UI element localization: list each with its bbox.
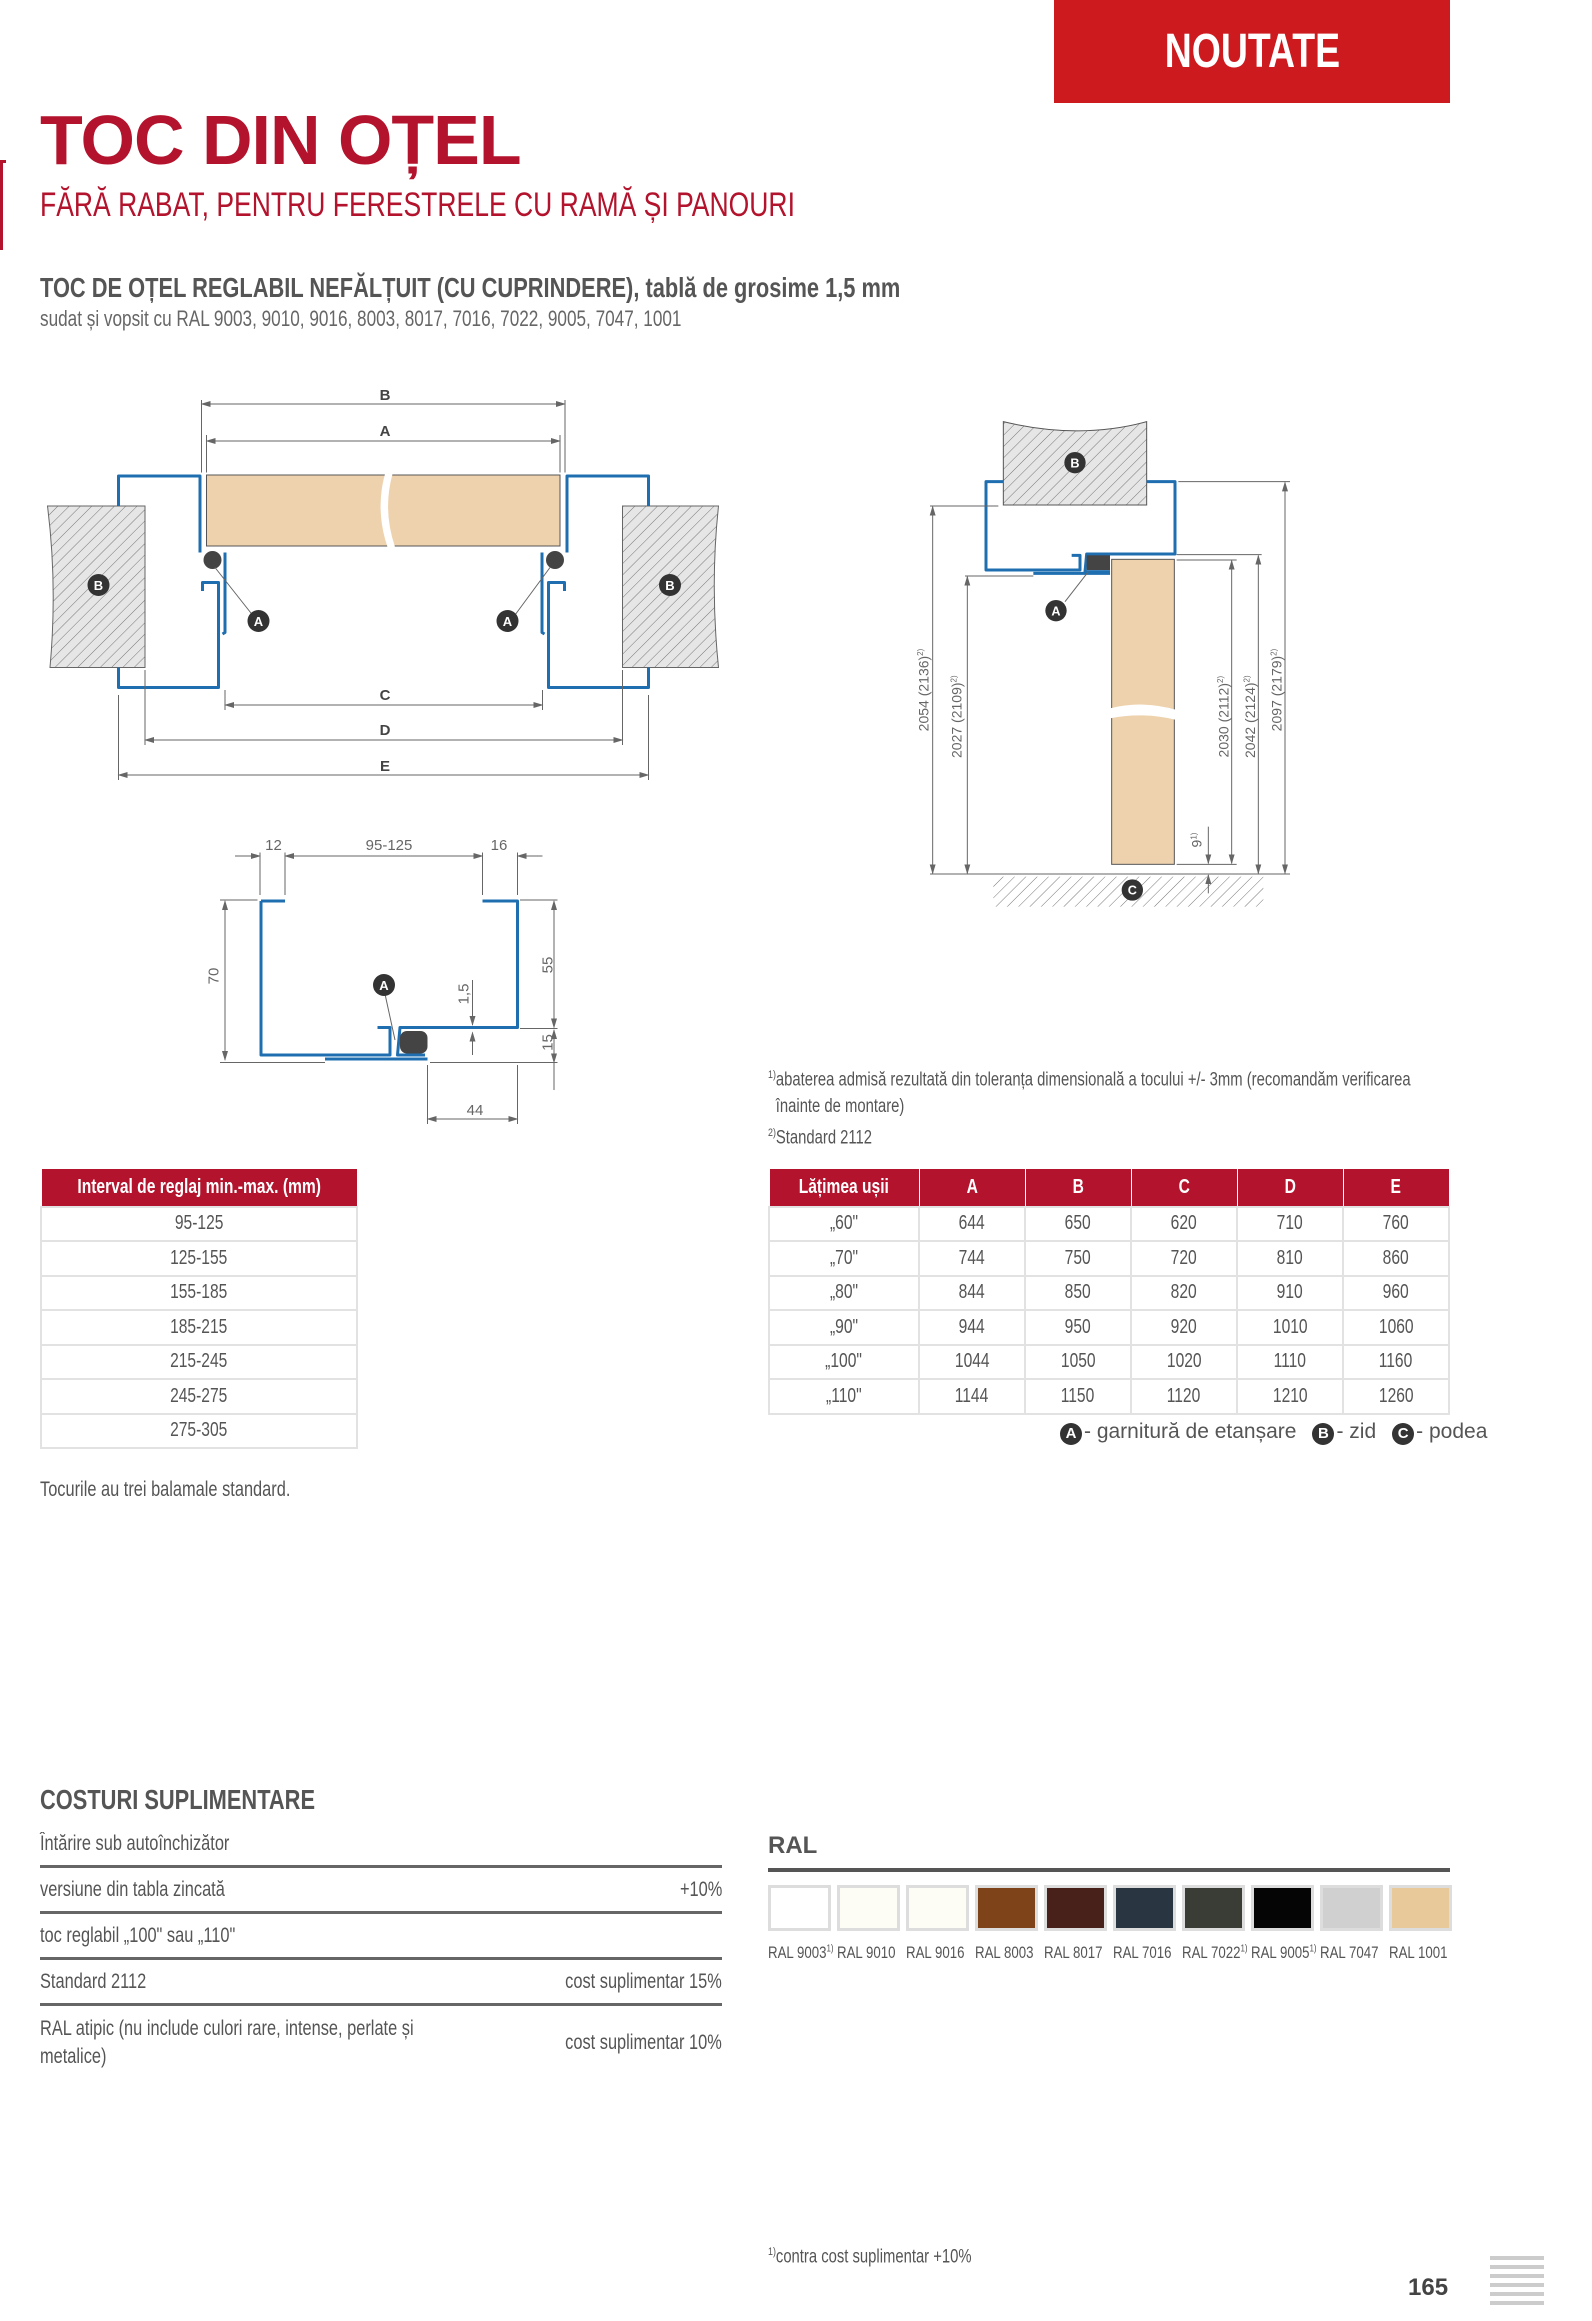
table-cell: 710: [1237, 1207, 1343, 1242]
table-row: [769, 1345, 1449, 1380]
marker-b-left: B: [93, 578, 104, 593]
marker-c-section: C: [1127, 883, 1137, 898]
table-row: 215-245: [41, 1345, 357, 1380]
swatch-label: RAL 7016: [1113, 1943, 1172, 1962]
marker-a-left: A: [253, 614, 264, 629]
table-cell: „60": [769, 1207, 919, 1242]
table-cell: 1260: [1343, 1379, 1449, 1414]
table-cell: 744: [919, 1241, 1025, 1276]
table-cell: „100": [769, 1345, 919, 1380]
table-cell: 1044: [919, 1345, 1025, 1380]
dim-70: 70: [205, 967, 223, 985]
marker-icons: [88, 574, 682, 996]
dim-2054: 2054 $(2136)^{2)}$: [915, 648, 932, 732]
ral-swatches: [768, 1885, 1452, 1963]
footnote: $^{1)}$contra cost suplimentar +10%: [768, 2246, 972, 2268]
ral-swatch: [1251, 1885, 1317, 1963]
legend-a: A - garnitură de etanșare: [1060, 1420, 1296, 1445]
page-number: 165: [1408, 2274, 1449, 2301]
table-cell: 750: [1025, 1241, 1131, 1276]
table-cell: 944: [919, 1310, 1025, 1345]
color-chip: [1044, 1885, 1107, 1931]
dim-2027: 2027 $(2109)^{2)}$: [948, 675, 965, 758]
dim-label-e: E: [379, 758, 391, 775]
seal-profile: [400, 1031, 428, 1054]
table-row: [769, 1276, 1449, 1311]
dim-1-5: 1,5: [455, 983, 473, 1005]
dimensions-table: Lățimea ușii A B C D E „60" 644 650 620 710 760 „70" 744 750 720 810 860 „80" 844 850 820 910 960 „90" 944 950 920 1010 1060 „100" 1044 1050 1020 1110 1160 „110" 1144 1150 1120 1210 1260: [768, 1168, 1450, 1415]
seal-right: [546, 551, 564, 569]
table-row: 275-305: [41, 1414, 357, 1449]
dim-label-a: A: [379, 423, 391, 440]
costs-heading: COSTURI SUPLIMENTARE: [40, 1784, 316, 1815]
color-chip: [1251, 1885, 1314, 1931]
table-cell: 1010: [1237, 1310, 1343, 1345]
table-row: 95-125: [41, 1207, 357, 1242]
table-cell: 650: [1025, 1207, 1131, 1242]
cost-row: Întărire sub autoînchizător: [40, 1822, 722, 1868]
ral-swatch: [906, 1885, 969, 1963]
table-row: [769, 1379, 1449, 1414]
legend-b: B - zid: [1312, 1420, 1376, 1445]
table-cell: 960: [1343, 1276, 1449, 1311]
dim-label-d: D: [379, 722, 391, 739]
table-cell: 860: [1343, 1241, 1449, 1276]
table-cell: 1110: [1237, 1345, 1343, 1380]
cost-row: versiune din tabla zincată +10%: [40, 1868, 722, 1914]
ral-swatch: [1113, 1885, 1176, 1963]
dim-55: 55: [539, 956, 557, 974]
table-row: [769, 1241, 1449, 1276]
dim-12: 12: [265, 837, 282, 854]
marker-legend: [1060, 1420, 1487, 1445]
table-cell: 1210: [1237, 1379, 1343, 1414]
table-cell: „70": [769, 1241, 919, 1276]
marker-b-section: B: [1070, 456, 1080, 471]
table-cell: 820: [1131, 1276, 1237, 1311]
ral-swatch: [768, 1885, 834, 1963]
legend-c: C - podea: [1392, 1420, 1487, 1445]
color-chip: [975, 1885, 1038, 1931]
table-cell: 760: [1343, 1207, 1449, 1242]
table-cell: 1144: [919, 1379, 1025, 1414]
table-cell: 950: [1025, 1310, 1131, 1345]
table-cell: 920: [1131, 1310, 1237, 1345]
table-cell: 810: [1237, 1241, 1343, 1276]
subtitle-text: FĂRĂ RABAT, PENTRU FERESTRELE CU RAMĂ ȘI PANOURI: [40, 186, 795, 224]
adjustment-range-table: [40, 1168, 358, 1449]
table-cell: „110": [769, 1379, 919, 1414]
seal-left: [204, 551, 222, 569]
product-heading-text: TOC DE OȚEL REGLABIL NEFĂLȚUIT (CU CUPRINDERE), tablă de grosime 1,5 mm: [40, 272, 901, 303]
color-chip: [768, 1885, 831, 1931]
dim-95-125: 95-125: [365, 837, 413, 854]
title-bracket: [0, 160, 6, 250]
color-chip: [1320, 1885, 1383, 1931]
note-2: Standard 2112: [775, 1127, 873, 1149]
table-cell: 850: [1025, 1276, 1131, 1311]
table-row: 245-275: [41, 1379, 357, 1414]
diagram-notes: $^{1)}$abaterea admisă rezultată din toleranța dimensională a tocului +/- 3mm (recomandăm verificarea înainte de montare) $^{2)}$Standard 2112: [768, 1069, 1411, 1149]
swatch-label: RAL 7022$^{1)}$: [1182, 1943, 1248, 1962]
swatch-label: RAL 8003: [975, 1943, 1034, 1962]
dim-9: 9$^{1)}$: [1188, 832, 1205, 848]
table-cell: 1020: [1131, 1345, 1237, 1380]
decorative-stripes: [1490, 2256, 1544, 2310]
table-row: 125-155: [41, 1241, 357, 1276]
table-cell: 720: [1131, 1241, 1237, 1276]
swatch-label: RAL 8017: [1044, 1943, 1103, 1962]
color-chip: [837, 1885, 900, 1931]
table-cell: 1050: [1025, 1345, 1131, 1380]
dim-16: 16: [490, 837, 508, 854]
table-cell: 1120: [1131, 1379, 1237, 1414]
product-subheading-text: sudat și vopsit cu RAL 9003, 9010, 9016, 8003, 8017, 7016, 7022, 9005, 7047, 1001: [40, 306, 682, 331]
table-cell: 644: [919, 1207, 1025, 1242]
dim-2030: 2030 $(2112)^{2)}$: [1215, 675, 1232, 758]
badge-label: NOUTATE: [1164, 25, 1340, 78]
ral-swatch: [1182, 1885, 1248, 1963]
table-cell: 1060: [1343, 1310, 1449, 1345]
ral-swatch: [1320, 1885, 1383, 1963]
table-cell: „90": [769, 1310, 919, 1345]
swatch-label: RAL 9016: [906, 1943, 965, 1962]
dim-label-b: B: [379, 387, 391, 404]
product-heading: [40, 272, 1143, 304]
dim-15: 15: [539, 1034, 557, 1051]
color-chip: [1113, 1885, 1176, 1931]
note-1: abaterea admisă rezultată din toleranța dimensională a tocului +/- 3mm (recomandăm verificarea: [775, 1069, 1411, 1091]
note-1-cont: înainte de montare): [775, 1096, 905, 1118]
dim-2097: 2097 $(2179)^{2)}$: [1268, 648, 1285, 732]
frame-section-diagram: [880, 400, 1330, 1000]
range-header: Interval de reglaj min.-max. (mm): [77, 1175, 321, 1198]
cost-row: toc reglabil „100" sau „110": [40, 1914, 722, 1960]
ral-swatch: [1389, 1885, 1452, 1963]
table-cell: 910: [1237, 1276, 1343, 1311]
table-row: [769, 1207, 1449, 1242]
frame-plan-diagram: [0, 360, 780, 1119]
table-cell: 620: [1131, 1207, 1237, 1242]
color-chip: [1182, 1885, 1245, 1931]
ral-swatch: [975, 1885, 1038, 1963]
product-subheading: [40, 306, 862, 332]
dim-44: 44: [466, 1102, 484, 1119]
marker-a-right: A: [502, 614, 513, 629]
swatch-label: RAL 9005$^{1)}$: [1251, 1943, 1317, 1962]
dim-label-c: C: [379, 687, 391, 704]
swatch-label: RAL 9003$^{1)}$: [768, 1943, 834, 1962]
ral-swatch: [837, 1885, 900, 1963]
table-cell: 844: [919, 1276, 1025, 1311]
cost-row: Standard 2112 cost suplimentar 15%: [40, 1960, 722, 2006]
page-subtitle: [40, 186, 1008, 225]
color-chip: [906, 1885, 969, 1931]
table-cell: „80": [769, 1276, 919, 1311]
swatch-label: RAL 7047: [1320, 1943, 1379, 1962]
color-chip: [1389, 1885, 1452, 1931]
table-cell: 1150: [1025, 1379, 1131, 1414]
marker-a-section: A: [1051, 604, 1061, 619]
hinges-note: Tocurile au trei balamale standard.: [40, 1478, 291, 1501]
page-title: TOC DIN OȚEL: [40, 101, 521, 179]
dim-2042: 2042 $(2124)^{2)}$: [1242, 675, 1258, 758]
ral-swatch: [1044, 1885, 1107, 1963]
swatch-label: RAL 9010: [837, 1943, 896, 1962]
cost-row: RAL atipic (nu include culori rare, intense, perlate și metalice) cost suplimentar 10%: [40, 2017, 722, 2068]
table-row: 155-185: [41, 1276, 357, 1311]
ral-heading: RAL: [768, 1832, 1450, 1872]
swatch-label: RAL 1001: [1389, 1943, 1448, 1962]
marker-b-right: B: [665, 578, 675, 593]
marker-a-profile: A: [379, 978, 389, 993]
table-row: [769, 1310, 1449, 1345]
table-row: 185-215: [41, 1310, 357, 1345]
table-cell: 1160: [1343, 1345, 1449, 1380]
costs-list: [40, 1822, 722, 2080]
new-badge: [1054, 0, 1450, 103]
